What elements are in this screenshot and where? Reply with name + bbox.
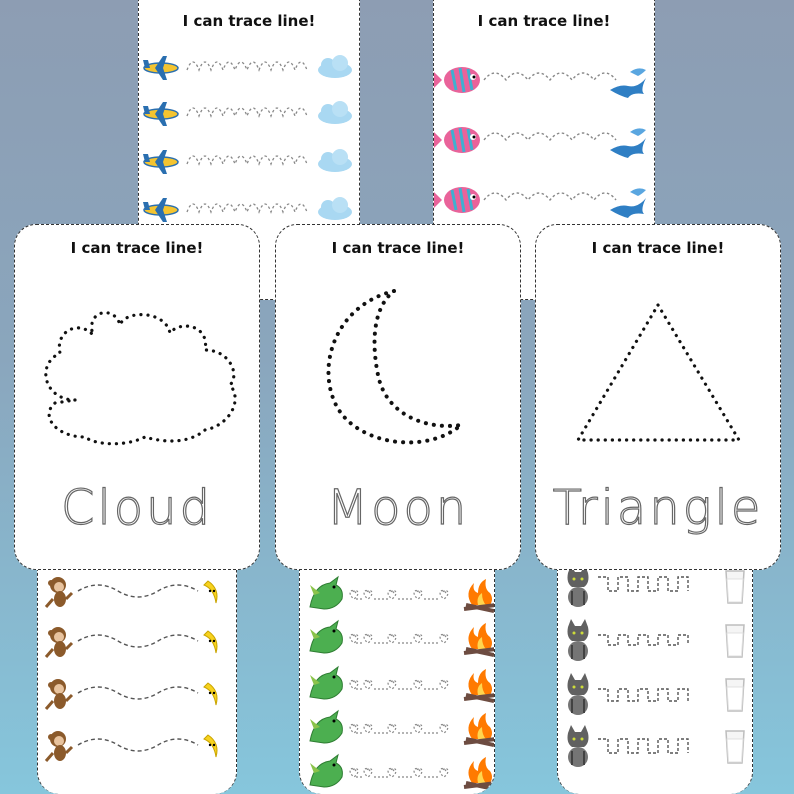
- milk-glass-icon: [726, 625, 744, 657]
- fish-icon: [434, 127, 480, 153]
- card-title: I can trace line!: [477, 12, 611, 30]
- shape-card-triangle: [535, 224, 781, 570]
- campfire-icon: [464, 757, 495, 789]
- monkey-icon: [46, 679, 72, 709]
- dragon-icon: [310, 711, 342, 743]
- cat-row: [568, 565, 745, 607]
- banana-icon: [204, 683, 217, 705]
- cloud-icon: [318, 197, 352, 220]
- dragon-trace-rows: [300, 531, 495, 794]
- monkey-row: [46, 627, 217, 657]
- card-title: I can trace line!: [182, 12, 316, 30]
- monkey-icon: [46, 577, 72, 607]
- cloud-icon: [318, 149, 352, 172]
- fish-row: [434, 127, 646, 158]
- dragon-icon: [310, 577, 342, 609]
- monkey-row: [46, 731, 217, 761]
- dragon-row: [310, 711, 495, 745]
- trace-word: Cloud: [60, 480, 214, 536]
- card-title: I can trace line!: [591, 239, 725, 257]
- banana-icon: [204, 735, 217, 757]
- campfire-icon: [464, 669, 495, 701]
- dragon-row: [310, 755, 495, 789]
- airplane-row: [143, 197, 352, 222]
- cat-icon: [568, 619, 589, 661]
- dragon-icon: [310, 755, 342, 787]
- cat-icon: [568, 565, 589, 607]
- milk-glass-icon: [726, 571, 744, 603]
- shape-card-moon: [275, 224, 521, 570]
- airplane-row: [143, 55, 352, 80]
- dragon-icon: [310, 621, 342, 653]
- airplane-icon: [143, 102, 178, 126]
- banana-icon: [204, 581, 217, 603]
- airplane-icon: [143, 150, 178, 174]
- fish-icon: [434, 187, 480, 213]
- campfire-icon: [464, 623, 495, 655]
- dragon-row: [310, 577, 495, 611]
- campfire-icon: [464, 713, 495, 745]
- water-wave-icon: [610, 188, 646, 218]
- fish-row: [434, 67, 646, 98]
- airplane-row: [143, 101, 352, 126]
- milk-glass-icon: [726, 679, 744, 711]
- shape-card-cloud: [14, 224, 260, 570]
- dragon-row: [310, 667, 495, 701]
- cat-icon: [568, 673, 589, 715]
- airplane-icon: [143, 198, 178, 222]
- cat-row: [568, 725, 745, 767]
- cloud-icon: [318, 101, 352, 124]
- cat-row: [568, 619, 745, 661]
- water-wave-icon: [610, 128, 646, 158]
- trace-word: Triangle: [552, 480, 764, 536]
- milk-glass-icon: [726, 731, 744, 763]
- dragon-icon: [310, 667, 342, 699]
- card-title: I can trace line!: [331, 239, 465, 257]
- monkey-trace-rows: [38, 531, 237, 794]
- cat-trace-rows: [558, 531, 753, 794]
- banana-icon: [204, 631, 217, 653]
- monkey-row: [46, 577, 217, 607]
- dragon-row: [310, 621, 495, 655]
- monkey-row: [46, 679, 217, 709]
- monkey-icon: [46, 627, 72, 657]
- trace-word: Moon: [326, 480, 470, 536]
- cat-icon: [568, 725, 589, 767]
- fish-row: [434, 187, 646, 218]
- cat-row: [568, 673, 745, 715]
- water-wave-icon: [610, 68, 646, 98]
- airplane-icon: [143, 56, 178, 80]
- fish-icon: [434, 67, 480, 93]
- campfire-icon: [464, 579, 495, 611]
- card-title: I can trace line!: [70, 239, 204, 257]
- monkey-icon: [46, 731, 72, 761]
- cloud-icon: [318, 55, 352, 78]
- airplane-row: [143, 149, 352, 174]
